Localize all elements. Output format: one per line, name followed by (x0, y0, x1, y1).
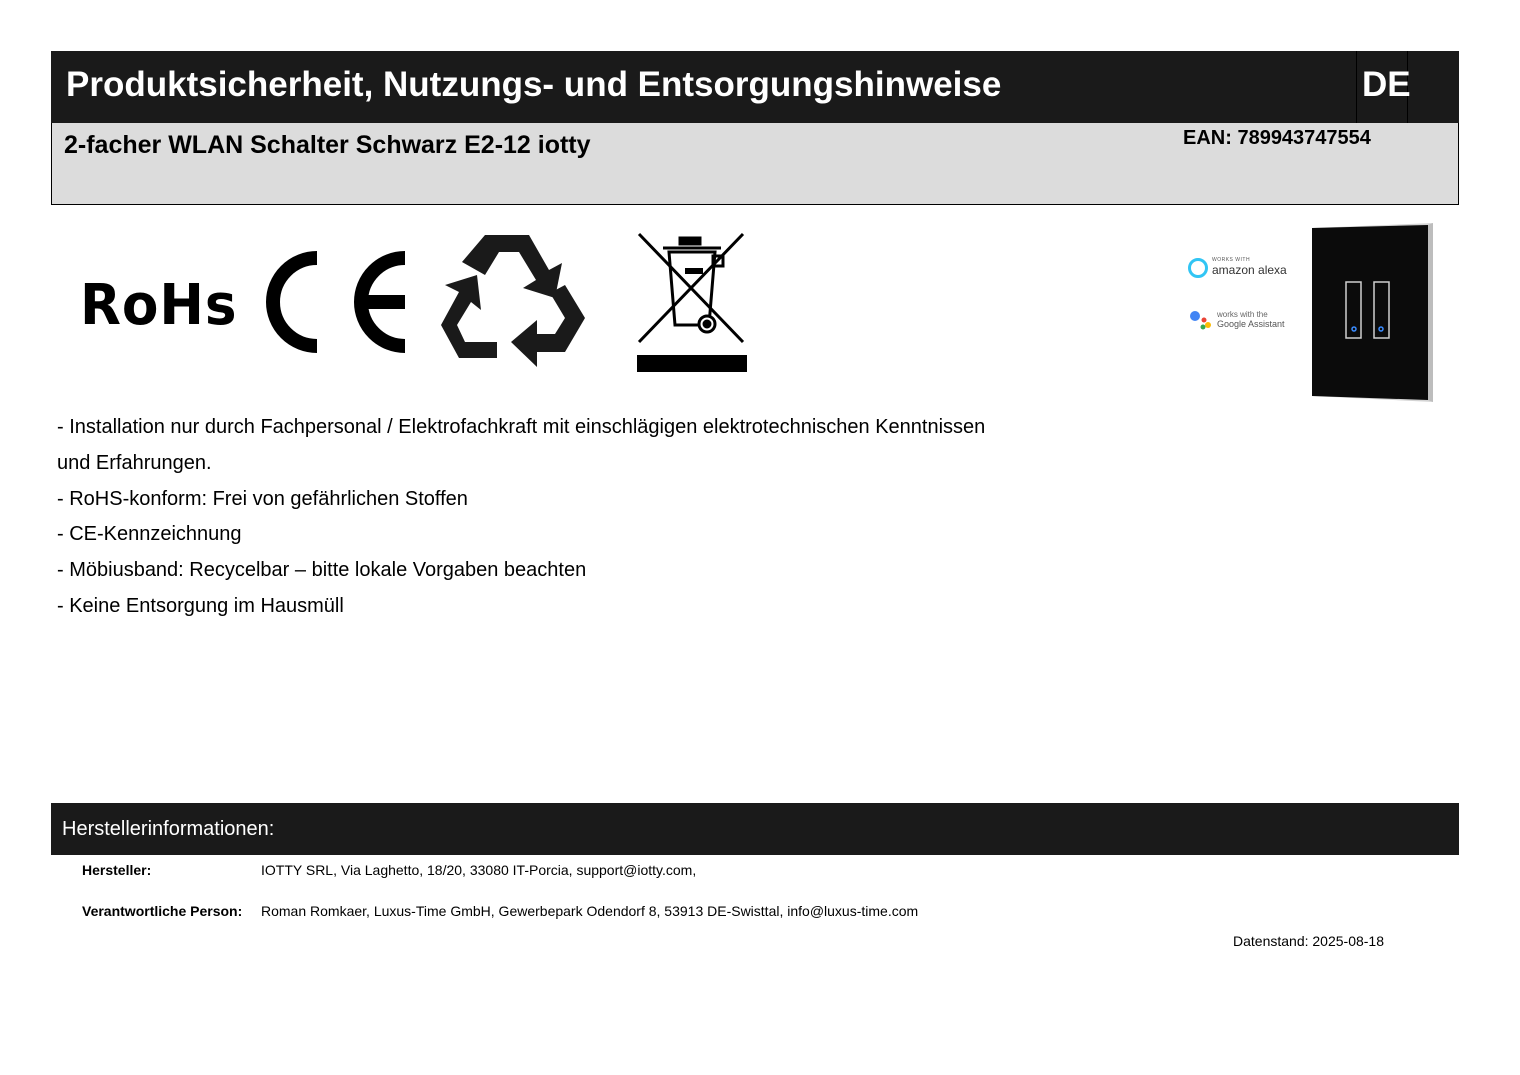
responsible-person-label: Verantwortliche Person: (82, 903, 243, 919)
data-date: Datenstand: 2025-08-18 (1233, 933, 1384, 949)
google-assistant-badge (1189, 309, 1289, 333)
manufacturer-label: Hersteller: (82, 862, 152, 878)
note-line: - Keine Entsorgung im Hausmüll (57, 594, 344, 617)
language-code: DE (1362, 65, 1411, 104)
note-line: - RoHS-konform: Frei von gefährlichen Stoffen (57, 487, 468, 510)
google-main-text: Google Assistant (1217, 319, 1285, 329)
responsible-person-value: Roman Romkaer, Luxus-Time GmbH, Gewerbepark Odendorf 8, 53913 DE-Swisttal, info@luxus-time.com (261, 903, 919, 919)
alexa-badge (1187, 256, 1287, 280)
alexa-ring-icon (1187, 257, 1209, 279)
crossed-out-wheelie-bin-icon (635, 230, 747, 373)
product-image (1300, 220, 1440, 410)
safety-notes (57, 410, 985, 625)
alexa-main-text: amazon alexa (1212, 263, 1287, 277)
note-line: und Erfahrungen. (57, 451, 212, 474)
page-title: Produktsicherheit, Nutzungs- und Entsorgungshinweise (66, 65, 1002, 104)
product-name: 2-facher WLAN Schalter Schwarz E2-12 iotty (64, 131, 591, 159)
manufacturer-value: IOTTY SRL, Via Laghetto, 18/20, 33080 IT-Porcia, support@iotty.com, (261, 862, 697, 878)
google-small-text: works with the (1217, 310, 1268, 319)
ce-mark-icon (255, 248, 410, 356)
google-assistant-icon (1189, 309, 1213, 331)
alexa-small-text: WORKS WITH (1212, 257, 1251, 263)
note-line: - Installation nur durch Fachpersonal / Elektrofachkraft mit einschlägigen elektrotechnischen Kenntnissen (57, 416, 986, 438)
rohs-logo: RoHs (80, 273, 238, 338)
note-line: - Möbiusband: Recycelbar – bitte lokale Vorgaben beachten (57, 559, 587, 582)
recycling-icon (437, 230, 587, 375)
note-line: - CE-Kennzeichnung (57, 523, 242, 546)
ean-code: EAN: 789943747554 (1183, 127, 1371, 149)
manufacturer-heading: Herstellerinformationen: (62, 818, 275, 840)
